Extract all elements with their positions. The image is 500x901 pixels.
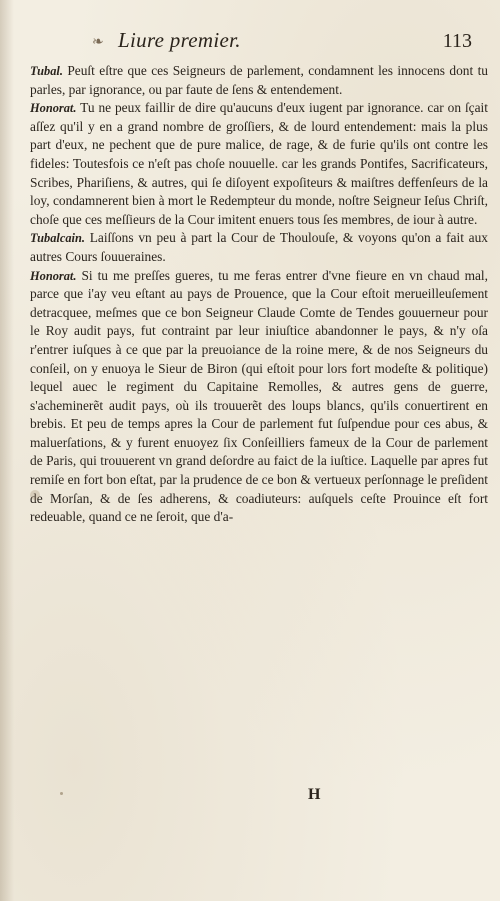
paragraph-text: Tu ne peux faillir de dire qu'aucuns d'eux iugent par ignorance. car on ſçait aſſez qu'il y en a grand nombre de groſſiers, & de lourd entendement: mais la plus part d'eux, ne pechent que de pure malice, de rage, & de furie qu'ils ont contre les fideles: Toutesfois ce n'eſt pas choſe nouuelle. car les grands Pontifes, Sacrificateurs, Scribes, Phariſiens, & autres, qui ſe diſoyent expoſiteurs & maiſtres deffenſeurs de la loy, condamnerent bien à mort le Redempteur du monde, noſtre Seigneur Ieſus Chriſt, choſe que ces meſſieurs de la Cour imitent enuers tous ſes membres, de iour à autre. — [30, 100, 488, 227]
speaker-name: Honorat. — [30, 268, 77, 283]
signature-mark: H — [308, 786, 321, 803]
body-text — [16, 62, 488, 527]
speaker-name: Tubalcain. — [30, 231, 85, 246]
running-title: Liure premier. — [118, 28, 241, 52]
paragraph-text: Laiſſons vn peu à part la Cour de Thoulouſe, & voyons qu'on a fait aux autres Cours ſouueraines. — [30, 230, 488, 264]
page-number: 113 — [442, 30, 472, 52]
gutter-shadow — [0, 0, 14, 901]
paper-speck — [60, 792, 63, 795]
paragraph-text: Si tu me preſſes gueres, tu me feras entrer d'vne fieure en vn chaud mal, parce que i'ay veu eſtant au pays de Prouence, que la Cour eſtoit merueilleuſement detracquee, meſmes que ce bon Seigneur Claude Comte de Tendes gouuerneur pour le Roy audit pays, fut contraint par leur iniuſtice abandonner le pays, & n'y oſa r'entrer iuſques à ce que par la preuoiance de la roine mere, & de nos Seigneurs du conſeil, on y enuoya le Sieur de Biron (qui eſtoit pour lors fort modeſte & politique) lequel auec le regiment du Capitaine Remolles, & autres gens de guerre, s'acheminerẽt audit pays, où ils trouuerẽt des loups blancs, qu'ils conuertirent en brebis. Et peu de temps apres la Cour de parlement fut ſuſpendue pour ces abus, & maluerſations, & y furent enuoyez ſix Conſeilliers fameux de la Cour de parlement de Paris, qui trouuerent vn grand deſordre au faict de la iuſtice. Laquelle par apres fut remiſe en fort bon eſtat, par la prudence de ce bon & vertueux perſonnage le preſident de Morſan, & de ſes adherens, & coadiuteurs: auſquels ceſte Prouince eſt fort redeuable, quand ce ne ſeroit, que d'a- — [30, 267, 488, 525]
speaker-name: Tubal. — [30, 64, 63, 78]
paragraph-honorat-2 — [16, 267, 488, 527]
paper-stain — [30, 490, 40, 500]
speaker-name: Honorat. — [30, 101, 77, 116]
paragraph-tubalcain — [16, 229, 488, 266]
paragraph-tubal — [16, 62, 488, 99]
running-head — [92, 28, 392, 53]
fleuron-ornament: ❧ — [92, 34, 105, 50]
paragraph-honorat-1 — [16, 99, 488, 229]
paragraph-text: Peuſt eſtre que ces Seigneurs de parlement, condamnent les innocens dont tu parles, par ignorance, ou par faute de ſens & entendement. — [30, 63, 488, 97]
